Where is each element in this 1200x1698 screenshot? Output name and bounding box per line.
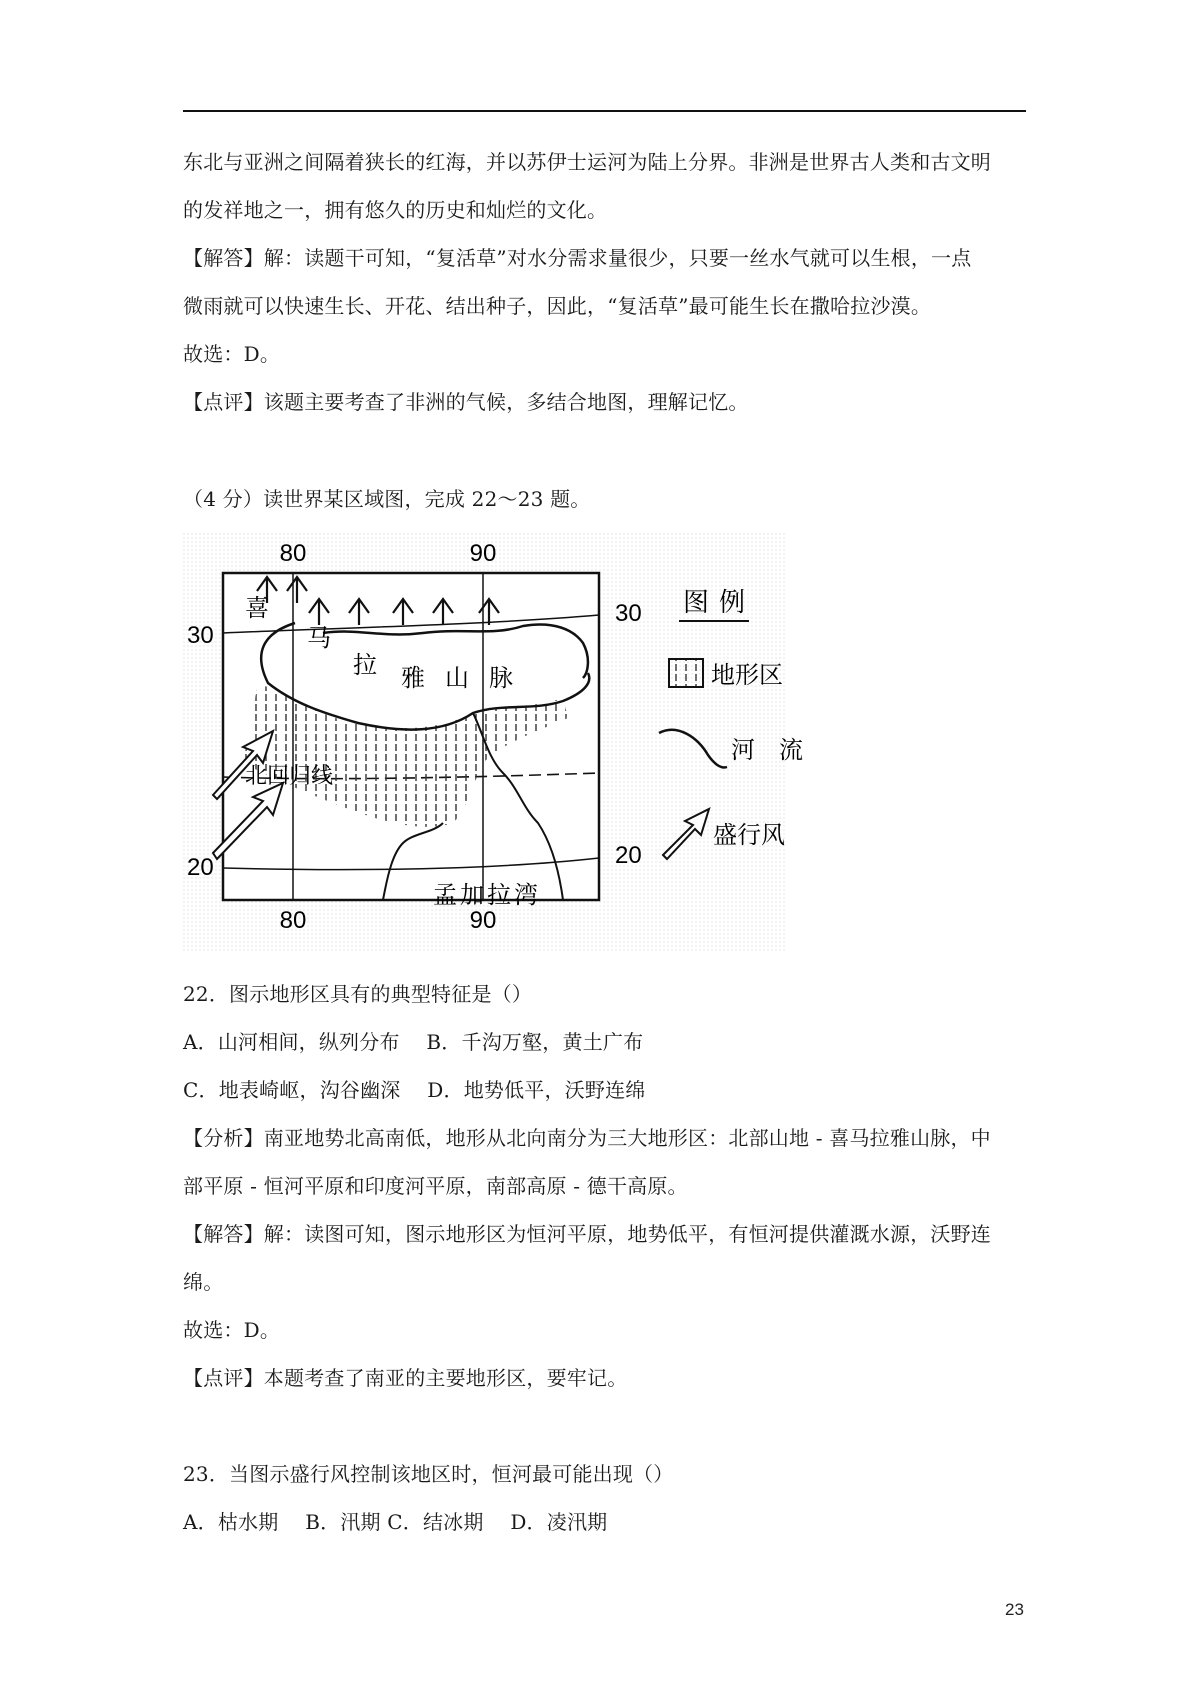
page-number: 23: [1005, 1600, 1024, 1619]
question-23: 23．当图示盛行风控制该地区时，恒河最可能出现（）: [183, 1462, 674, 1486]
mountain-char: 马: [307, 625, 331, 652]
lon-top-80: 80: [279, 540, 307, 567]
comment-line: 【点评】本题考查了南亚的主要地形区，要牢记。: [183, 1366, 628, 1390]
mountain-char: 喜: [245, 595, 269, 622]
question-22-options-cd: C．地表崎岖，沟谷幽深 D．地势低平，沃野连绵: [183, 1078, 646, 1102]
bay-label: 孟加拉湾: [433, 882, 541, 909]
paragraph-line: 东北与亚洲之间隔着狭长的红海，并以苏伊士运河为陆上分界。非洲是世界古人类和古文明: [183, 150, 991, 174]
question-22-options-ab: A．山河相间，纵列分布 B．千沟万壑，黄土广布: [183, 1030, 644, 1054]
mountain-char: 脉: [489, 665, 513, 692]
tropic-label: 北回归线: [245, 763, 334, 788]
mountain-char: 拉: [353, 652, 377, 679]
legend-title: 图例: [683, 587, 756, 617]
analysis-line: 部平原 - 恒河平原和印度河平原，南部高原 - 德干高原。: [183, 1174, 688, 1198]
lon-bottom-90: 90: [469, 907, 497, 934]
lon-top-90: 90: [469, 540, 497, 567]
question-22: 22．图示地形区具有的典型特征是（）: [183, 982, 533, 1006]
lat-right-30: 30: [615, 600, 642, 627]
legend-terrain-label: 地形区: [711, 662, 783, 689]
legend-terrain-swatch: [669, 659, 703, 687]
lat-left-20: 20: [187, 854, 214, 881]
mountain-char: 雅: [401, 665, 425, 692]
region-map-figure: [183, 533, 803, 953]
answer-line: 【解答】解：读题干可知，“复活草”对水分需求量很少，只要一丝水气就可以生根，一点: [183, 246, 972, 270]
question-23-options: A．枯水期 B．汛期 C．结冰期 D．凌汛期: [183, 1510, 608, 1534]
choice-line: 故选：D。: [183, 342, 281, 366]
legend-river-label: 河 流: [731, 737, 803, 764]
legend-wind-label: 盛行风: [713, 822, 785, 849]
header-rule: [183, 110, 1026, 112]
lat-right-20: 20: [615, 842, 642, 869]
answer-line: 微雨就可以快速生长、开花、结出种子，因此，“复活草”最可能生长在撒哈拉沙漠。: [183, 294, 932, 318]
choice-line: 故选：D。: [183, 1318, 281, 1342]
lon-bottom-80: 80: [279, 907, 307, 934]
answer-line: 【解答】解：读图可知，图示地形区为恒河平原，地势低平，有恒河提供灌溉水源，沃野连: [183, 1222, 991, 1246]
region-map: [183, 533, 803, 953]
question-intro: （4 分）读世界某区域图，完成 22～23 题。: [183, 487, 591, 511]
comment-line: 【点评】该题主要考查了非洲的气候，多结合地图，理解记忆。: [183, 390, 749, 414]
answer-line: 绵。: [183, 1270, 224, 1294]
mountain-char: 山: [445, 665, 469, 692]
lat-left-30: 30: [187, 622, 214, 649]
analysis-line: 【分析】南亚地势北高南低，地形从北向南分为三大地形区：北部山地 - 喜马拉雅山脉，中: [183, 1126, 991, 1150]
paragraph-line: 的发祥地之一，拥有悠久的历史和灿烂的文化。: [183, 198, 608, 222]
